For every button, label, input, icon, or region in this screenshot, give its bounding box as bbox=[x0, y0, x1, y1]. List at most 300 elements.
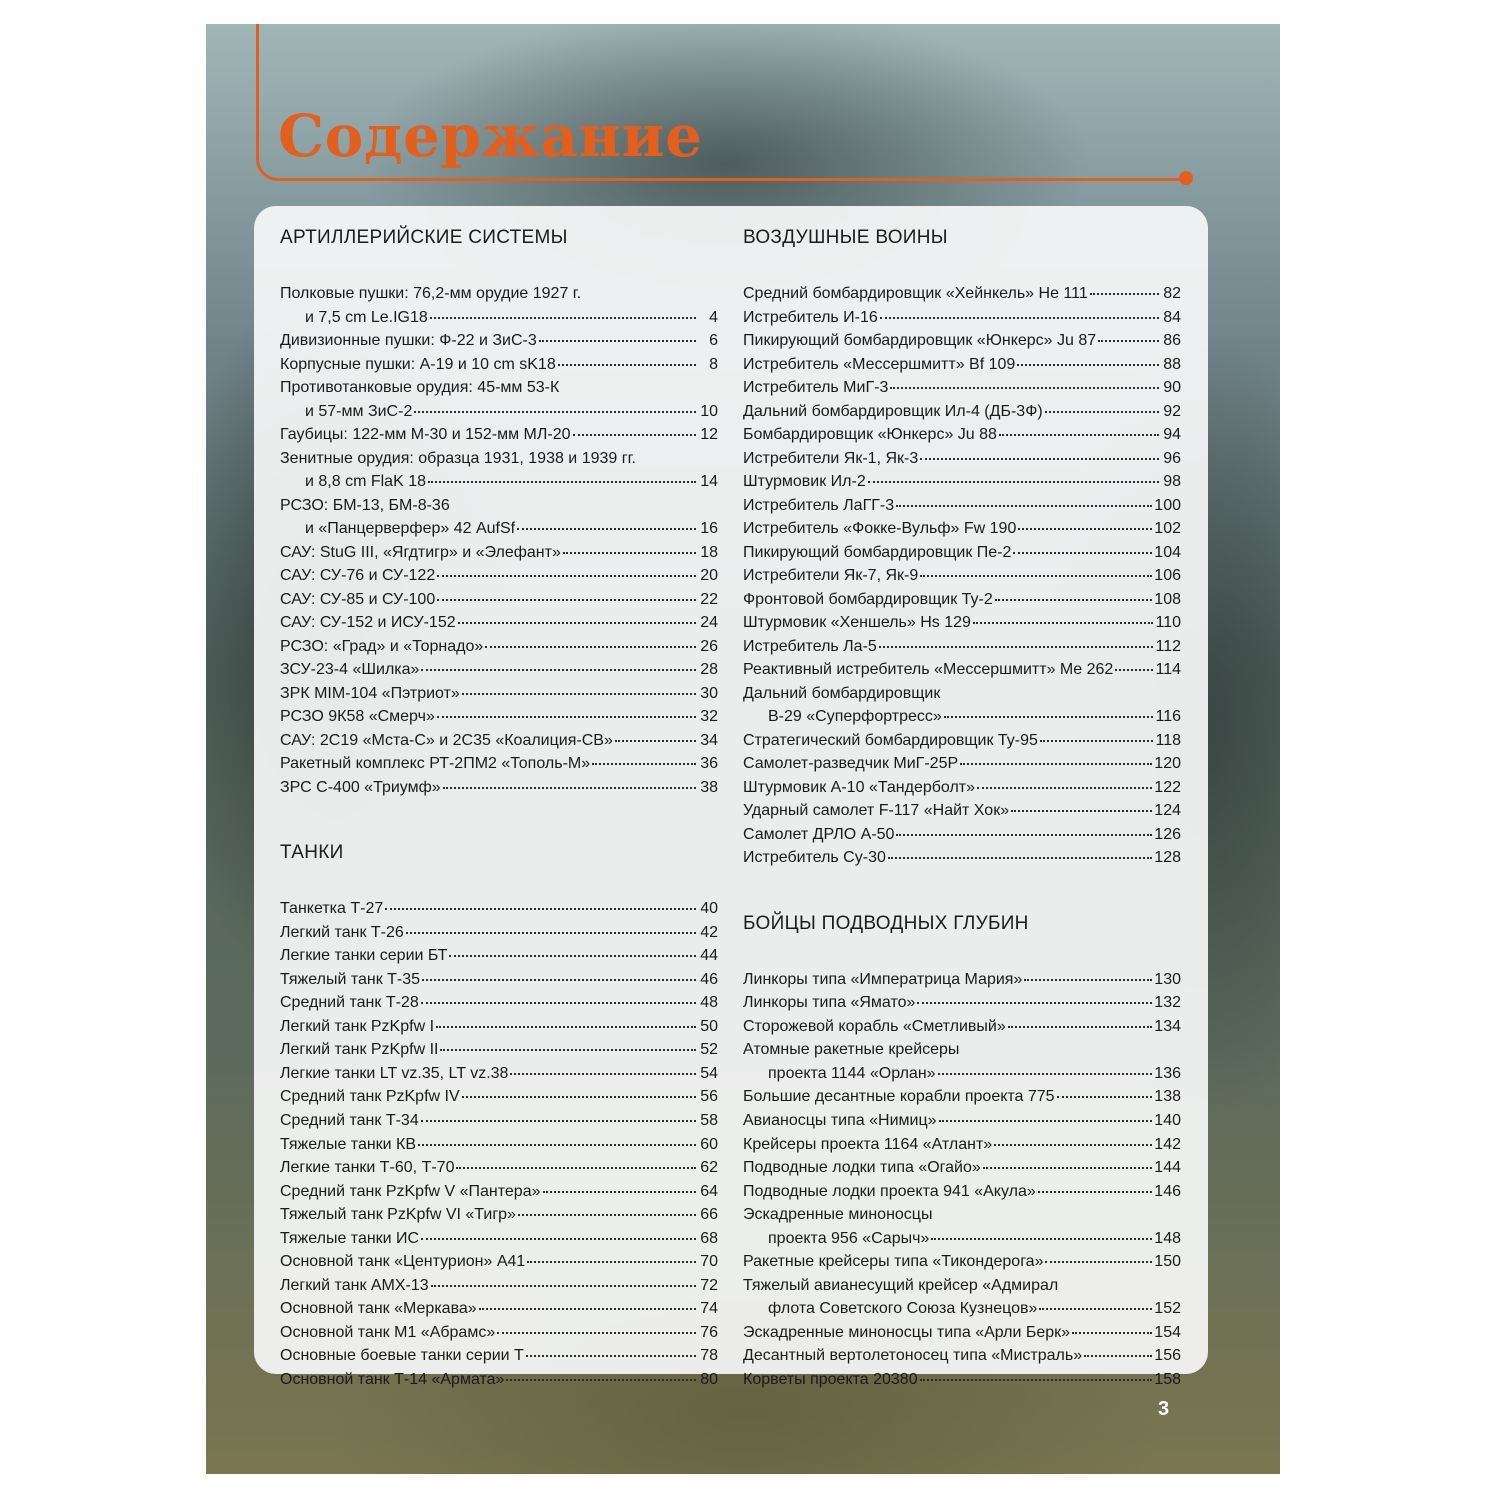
toc-entry-title: САУ: СУ-85 и СУ-100 bbox=[280, 590, 436, 608]
toc-entry bbox=[743, 1062, 1181, 1086]
toc-entry bbox=[743, 846, 1181, 870]
toc-entry-title: Тяжелые танки ИС bbox=[280, 1229, 420, 1247]
toc-entry bbox=[743, 799, 1181, 823]
toc-entry-title: Легкие танки LT vz.35, LT vz.38 bbox=[280, 1064, 509, 1082]
toc-entry bbox=[280, 541, 718, 565]
page-title: Содержание bbox=[278, 102, 703, 170]
toc-entry-page: 140 bbox=[1154, 1111, 1181, 1129]
toc-entry-title: Легкие танки серии БТ bbox=[280, 947, 448, 965]
toc-entry-page: 72 bbox=[700, 1276, 718, 1294]
toc-entry-title: Штурмовик «Хеншель» Hs 129 bbox=[743, 614, 971, 632]
toc-entry-title: Эскадренные миноносцы типа «Арли Берк» bbox=[743, 1323, 1071, 1341]
toc-entry-page: 144 bbox=[1154, 1159, 1181, 1177]
toc-entry bbox=[743, 752, 1181, 776]
toc-entry bbox=[743, 705, 1181, 729]
toc-entry bbox=[743, 447, 1181, 471]
toc-entry-title: Самолет-разведчик МиГ-25Р bbox=[743, 755, 959, 773]
toc-entry bbox=[280, 1250, 718, 1274]
toc-entry-title: Истребитель «Фокке-Вульф» Fw 190 bbox=[743, 520, 1017, 538]
toc-entry-page: 36 bbox=[700, 755, 718, 773]
toc-entry-page: 70 bbox=[700, 1253, 718, 1271]
toc-entry-title: Тяжелый авианесущий крейсер «Адмирал bbox=[743, 1276, 1059, 1294]
contents-panel bbox=[254, 206, 1208, 1388]
toc-entry bbox=[280, 705, 718, 729]
toc-entry-page: 156 bbox=[1154, 1347, 1181, 1365]
dot-leader bbox=[449, 954, 696, 957]
toc-entry bbox=[280, 752, 718, 776]
toc-entry-title: Зенитные орудия: образца 1931, 1938 и 1939 гг. bbox=[280, 449, 636, 467]
toc-entry bbox=[743, 968, 1181, 992]
toc-entry-page: 16 bbox=[700, 520, 718, 538]
toc-entry-title: Пикирующий бомбардировщик «Юнкерс» Ju 87 bbox=[743, 332, 1097, 350]
toc-entry-page: 12 bbox=[700, 426, 718, 444]
toc-entry bbox=[280, 776, 718, 800]
toc-entry-title: РСЗО 9К58 «Смерч» bbox=[280, 708, 435, 726]
toc-entry-title: и 7,5 cm Le.IG18 bbox=[305, 308, 428, 326]
toc-entry bbox=[743, 823, 1181, 847]
toc-entry bbox=[280, 564, 718, 588]
toc-entry-page: 118 bbox=[1155, 731, 1181, 749]
toc-entry-title: Подводные лодки типа «Огайо» bbox=[743, 1159, 981, 1177]
toc-entry bbox=[280, 1321, 718, 1345]
toc-entry-page: 116 bbox=[1155, 708, 1181, 726]
dot-leader bbox=[879, 645, 1154, 648]
toc-entry-page: 120 bbox=[1154, 755, 1181, 773]
toc-entry-page: 146 bbox=[1154, 1182, 1181, 1200]
toc-entry-title: Ударный самолет F-117 «Найт Хок» bbox=[743, 802, 1010, 820]
toc-entry-title: Средний танк PzKpfw V «Пантера» bbox=[280, 1182, 541, 1200]
toc-entry bbox=[280, 921, 718, 945]
toc-entry-page: 74 bbox=[700, 1300, 718, 1318]
section-title-tanks: ТАНКИ bbox=[280, 842, 344, 864]
toc-entry bbox=[743, 658, 1181, 682]
dot-leader bbox=[421, 668, 696, 671]
toc-entry bbox=[280, 400, 718, 424]
dot-leader bbox=[977, 786, 1152, 789]
toc-entry bbox=[280, 1203, 718, 1227]
toc-entry bbox=[280, 329, 718, 353]
toc-entry-page: 142 bbox=[1154, 1135, 1181, 1153]
toc-entry-title: Штурмовик А-10 «Тандерболт» bbox=[743, 778, 976, 796]
toc-entry-title: Фронтовой бомбардировщик Ту-2 bbox=[743, 590, 993, 608]
toc-entry bbox=[743, 423, 1181, 447]
toc-entry-page: 14 bbox=[700, 473, 718, 491]
toc-entry bbox=[743, 991, 1181, 1015]
dot-leader bbox=[1098, 339, 1159, 342]
dot-leader bbox=[1090, 292, 1159, 295]
toc-entry bbox=[743, 1156, 1181, 1180]
section-title-air: ВОЗДУШНЫЕ ВОИНЫ bbox=[743, 227, 948, 248]
toc-entry bbox=[743, 1015, 1181, 1039]
toc-entry bbox=[280, 1109, 718, 1133]
toc-entry-page: 22 bbox=[700, 590, 718, 608]
toc-entry-title: САУ: StuG III, «Ягдтигр» и «Элефант» bbox=[280, 543, 561, 561]
toc-entry-page: 84 bbox=[1163, 308, 1181, 326]
dot-leader bbox=[1008, 1025, 1153, 1028]
toc-entry-page: 24 bbox=[700, 614, 718, 632]
toc-entry bbox=[280, 968, 718, 992]
toc-entry bbox=[743, 494, 1181, 518]
dot-leader bbox=[443, 786, 696, 789]
toc-entry-page: 96 bbox=[1163, 449, 1181, 467]
dot-leader bbox=[430, 316, 696, 319]
toc-entry-page: 38 bbox=[700, 778, 718, 796]
dot-leader bbox=[421, 1001, 696, 1004]
toc-entry-title: Корветы проекта 20380 bbox=[743, 1370, 918, 1388]
toc-entry-title: Атомные ракетные крейсеры bbox=[743, 1041, 960, 1059]
dot-leader bbox=[1045, 1260, 1152, 1263]
dot-leader bbox=[1039, 1307, 1152, 1310]
toc-entry-page: 88 bbox=[1163, 355, 1181, 373]
toc-entry bbox=[743, 306, 1181, 330]
dot-leader bbox=[1084, 1354, 1152, 1357]
toc-entry-page: 150 bbox=[1154, 1253, 1181, 1271]
toc-entry bbox=[280, 682, 718, 706]
toc-entry-title: Истребители Як-1, Як-3 bbox=[743, 449, 919, 467]
toc-entry-page: 64 bbox=[700, 1182, 718, 1200]
dot-leader bbox=[406, 931, 696, 934]
toc-entry-page: 136 bbox=[1154, 1064, 1181, 1082]
toc-entry-title: и 8,8 cm FlaK 18 bbox=[305, 473, 426, 491]
dot-leader bbox=[1045, 410, 1159, 413]
toc-entry bbox=[280, 1015, 718, 1039]
toc-entry-page: 56 bbox=[700, 1088, 718, 1106]
toc-entry-title: Средний бомбардировщик «Хейнкель» He 111 bbox=[743, 285, 1088, 302]
toc-entry-page: 122 bbox=[1154, 778, 1181, 796]
toc-entry-page: 32 bbox=[700, 708, 718, 726]
toc-entry-title: Танкетка Т-27 bbox=[280, 900, 384, 918]
dot-leader bbox=[421, 1237, 696, 1240]
toc-entry-title: Десантный вертолетоносец типа «Мистраль» bbox=[743, 1347, 1083, 1365]
toc-entry-title: Средний танк Т-34 bbox=[280, 1111, 419, 1129]
toc-entry-title: Корпусные пушки: А-19 и 10 cm sK18 bbox=[280, 355, 556, 373]
toc-entry-page: 78 bbox=[700, 1347, 718, 1365]
dot-leader bbox=[385, 907, 696, 910]
toc-entry-title: Легкие танки Т-60, Т-70 bbox=[280, 1159, 455, 1177]
dot-leader bbox=[414, 410, 696, 413]
toc-entry bbox=[743, 776, 1181, 800]
toc-entry bbox=[280, 1038, 718, 1062]
dot-leader bbox=[994, 1143, 1152, 1146]
toc-entry-title: Линкоры типа «Ямато» bbox=[743, 994, 916, 1012]
toc-entry-title: ЗРС С-400 «Триумф» bbox=[280, 778, 441, 796]
toc-entry-page: 98 bbox=[1163, 473, 1181, 491]
toc-entry-page: 126 bbox=[1154, 825, 1181, 843]
toc-entry-page: 108 bbox=[1154, 590, 1181, 608]
toc-entry-title: Дальний бомбардировщик bbox=[743, 684, 941, 702]
toc-entry-title: Полковые пушки: 76,2-мм орудие 1927 г. bbox=[280, 285, 582, 302]
toc-entry bbox=[280, 991, 718, 1015]
toc-entry-page: 134 bbox=[1154, 1017, 1181, 1035]
toc-entry-page: 76 bbox=[700, 1323, 718, 1341]
toc-entry-page: 34 bbox=[700, 731, 718, 749]
toc-entry-page: 100 bbox=[1154, 496, 1181, 514]
toc-entry bbox=[280, 306, 718, 330]
toc-entry bbox=[280, 1085, 718, 1109]
toc-entry-title: проекта 1144 «Орлан» bbox=[768, 1064, 936, 1082]
dot-leader bbox=[944, 715, 1154, 718]
toc-entry bbox=[743, 1133, 1181, 1157]
dot-leader bbox=[543, 1190, 697, 1193]
dot-leader bbox=[1040, 739, 1154, 742]
toc-entry-title: Средний танк Т-28 bbox=[280, 994, 419, 1012]
toc-entry-page: 42 bbox=[700, 923, 718, 941]
dot-leader bbox=[526, 1354, 696, 1357]
dot-leader bbox=[896, 833, 1152, 836]
dot-leader bbox=[1038, 1190, 1153, 1193]
toc-entry bbox=[280, 423, 718, 447]
toc-entry-title: Истребитель «Мессершмитт» Bf 109 bbox=[743, 355, 1016, 373]
toc-entry bbox=[280, 1180, 718, 1204]
dot-leader bbox=[563, 551, 696, 554]
toc-entry-title: Легкий танк PzKpfw II bbox=[280, 1041, 439, 1059]
dot-leader bbox=[485, 645, 696, 648]
toc-entry-title: Истребитель Ла-5 bbox=[743, 637, 877, 655]
toc-entry bbox=[280, 611, 718, 635]
toc-entry bbox=[280, 635, 718, 659]
toc-entry-page: 158 bbox=[1154, 1370, 1181, 1388]
toc-entry bbox=[280, 897, 718, 921]
toc-entry-title: Тяжелый танк Т-35 bbox=[280, 970, 421, 988]
toc-entry bbox=[743, 729, 1181, 753]
toc-entry-title: Противотанковые орудия: 45-мм 53-К bbox=[280, 379, 560, 397]
toc-entry bbox=[280, 658, 718, 682]
tanks-entries bbox=[280, 897, 718, 1391]
dot-leader bbox=[418, 1143, 696, 1146]
toc-entry bbox=[280, 1274, 718, 1298]
toc-entry-title: Легкий танк Т-26 bbox=[280, 923, 404, 941]
toc-entry-page: 152 bbox=[1154, 1300, 1181, 1318]
toc-entry-page: 148 bbox=[1154, 1229, 1181, 1247]
toc-entry-page: 86 bbox=[1163, 332, 1181, 350]
toc-entry-title: Эскадренные миноносцы bbox=[743, 1206, 933, 1224]
dot-leader bbox=[920, 1378, 1153, 1381]
toc-entry-page: 40 bbox=[700, 900, 718, 918]
toc-entry-page: 114 bbox=[1155, 661, 1181, 679]
toc-entry-page: 6 bbox=[709, 332, 718, 350]
toc-entry bbox=[743, 1250, 1181, 1274]
toc-entry bbox=[743, 470, 1181, 494]
toc-entry-page: 68 bbox=[700, 1229, 718, 1247]
toc-entry-title: Средний танк PzKpfw IV bbox=[280, 1088, 460, 1106]
toc-entry bbox=[280, 1062, 718, 1086]
dot-leader bbox=[462, 1095, 696, 1098]
dot-leader bbox=[615, 739, 696, 742]
dot-leader bbox=[506, 1378, 696, 1381]
toc-entry-title: Реактивный истребитель «Мессершмитт» Me 262 bbox=[743, 661, 1114, 679]
toc-entry-page: 4 bbox=[709, 308, 718, 326]
toc-entry-page: 132 bbox=[1154, 994, 1181, 1012]
dot-leader bbox=[573, 433, 697, 436]
toc-entry-page: 30 bbox=[700, 684, 718, 702]
dot-leader bbox=[896, 504, 1152, 507]
toc-entry bbox=[743, 1227, 1181, 1251]
toc-entry-title: Истребитель И-16 bbox=[743, 308, 878, 326]
toc-entry bbox=[743, 353, 1181, 377]
dot-leader bbox=[868, 480, 1159, 483]
naval-entries bbox=[743, 968, 1181, 1391]
toc-entry-title: Бомбардировщик «Юнкерс» Ju 88 bbox=[743, 426, 997, 444]
toc-entry-title: Ракетный комплекс РТ-2ПМ2 «Тополь-М» bbox=[280, 755, 591, 773]
air-entries bbox=[743, 282, 1181, 870]
dot-leader bbox=[518, 1213, 696, 1216]
toc-entry bbox=[743, 1321, 1181, 1345]
toc-entry bbox=[743, 1085, 1181, 1109]
toc-entry bbox=[280, 517, 718, 541]
toc-entry bbox=[743, 611, 1181, 635]
dot-leader bbox=[1024, 978, 1152, 981]
dot-leader bbox=[462, 692, 696, 695]
toc-entry-page: 48 bbox=[700, 994, 718, 1012]
toc-entry-title: Крейсеры проекта 1164 «Атлант» bbox=[743, 1135, 993, 1153]
dot-leader bbox=[527, 1260, 696, 1263]
toc-entry-page: 124 bbox=[1154, 802, 1181, 820]
toc-entry bbox=[280, 1133, 718, 1157]
dot-leader bbox=[479, 1307, 696, 1310]
left-column bbox=[280, 224, 718, 1391]
toc-entry-page: 52 bbox=[700, 1041, 718, 1059]
dot-leader bbox=[960, 762, 1152, 765]
dot-leader bbox=[440, 1048, 696, 1051]
toc-entry bbox=[280, 282, 718, 306]
toc-entry-title: Стратегический бомбардировщик Ту-95 bbox=[743, 731, 1038, 749]
dot-leader bbox=[437, 715, 696, 718]
toc-entry-page: 90 bbox=[1163, 379, 1181, 397]
toc-entry-title: Тяжелый танк PzKpfw VI «Тигр» bbox=[280, 1206, 516, 1224]
toc-entry-title: Гаубицы: 122-мм М-30 и 152-мм МЛ-20 bbox=[280, 426, 571, 444]
dot-leader bbox=[920, 457, 1159, 460]
toc-entry-page: 54 bbox=[700, 1064, 718, 1082]
dot-leader bbox=[456, 1166, 696, 1169]
toc-entry-title: Истребитель МиГ-3 bbox=[743, 379, 889, 397]
dot-leader bbox=[422, 978, 696, 981]
toc-entry-page: 46 bbox=[700, 970, 718, 988]
dot-leader bbox=[880, 316, 1159, 319]
toc-entry bbox=[743, 682, 1181, 706]
dot-leader bbox=[428, 480, 696, 483]
toc-entry-page: 44 bbox=[700, 947, 718, 965]
dot-leader bbox=[1072, 1331, 1152, 1334]
toc-entry-title: Тяжелые танки КВ bbox=[280, 1135, 417, 1153]
toc-entry-page: 18 bbox=[700, 543, 718, 561]
toc-entry-title: Подводные лодки проекта 941 «Акула» bbox=[743, 1182, 1036, 1200]
toc-entry bbox=[280, 1297, 718, 1321]
toc-entry-title: САУ: СУ-76 и СУ-122 bbox=[280, 567, 436, 585]
toc-entry-page: 20 bbox=[700, 567, 718, 585]
dot-leader bbox=[436, 1025, 696, 1028]
dot-leader bbox=[1017, 363, 1159, 366]
dot-leader bbox=[1057, 1095, 1153, 1098]
toc-entry bbox=[280, 470, 718, 494]
toc-entry-title: РСЗО: БМ-13, БМ-8-36 bbox=[280, 496, 450, 514]
toc-entry-title: Истребитель ЛаГГ-3 bbox=[743, 496, 895, 514]
page-number: 3 bbox=[1158, 1398, 1170, 1420]
toc-entry bbox=[743, 564, 1181, 588]
toc-entry-title: Основные боевые танки серии Т bbox=[280, 1347, 524, 1365]
toc-entry-title: Штурмовик Ил-2 bbox=[743, 473, 866, 491]
dot-leader bbox=[431, 1284, 696, 1287]
dot-leader bbox=[931, 1237, 1152, 1240]
dot-leader bbox=[558, 363, 696, 366]
dot-leader bbox=[539, 339, 696, 342]
toc-entry bbox=[280, 729, 718, 753]
toc-entry bbox=[280, 1344, 718, 1368]
page-background bbox=[206, 24, 1280, 1474]
dot-leader bbox=[983, 1166, 1153, 1169]
toc-entry-page: 92 bbox=[1163, 402, 1181, 420]
toc-entry-page: 110 bbox=[1155, 614, 1181, 632]
toc-entry-title: Основной танк Т-14 «Армата» bbox=[280, 1370, 505, 1388]
toc-entry-page: 154 bbox=[1154, 1323, 1181, 1341]
toc-entry-title: Линкоры типа «Императрица Мария» bbox=[743, 970, 1023, 988]
toc-entry bbox=[743, 1203, 1181, 1227]
toc-entry-title: флота Советского Союза Кузнецов» bbox=[768, 1300, 1038, 1318]
dot-leader bbox=[421, 1119, 696, 1122]
toc-entry-title: Основной танк М1 «Абрамс» bbox=[280, 1323, 496, 1341]
toc-entry bbox=[743, 1344, 1181, 1368]
dot-leader bbox=[917, 1001, 1152, 1004]
dot-leader bbox=[437, 598, 696, 601]
toc-entry-title: ЗСУ-23-4 «Шилка» bbox=[280, 661, 420, 679]
toc-entry-page: 138 bbox=[1154, 1088, 1181, 1106]
dot-leader bbox=[1018, 527, 1152, 530]
toc-entry-title: B-29 «Суперфортресс» bbox=[768, 708, 942, 726]
toc-entry-title: Дальний бомбардировщик Ил-4 (ДБ-3Ф) bbox=[743, 402, 1043, 420]
dot-leader bbox=[1011, 809, 1152, 812]
dot-leader bbox=[939, 1119, 1153, 1122]
toc-entry-page: 112 bbox=[1155, 637, 1181, 655]
toc-entry bbox=[743, 1038, 1181, 1062]
toc-entry-title: Основной танк «Меркава» bbox=[280, 1300, 477, 1318]
toc-entry-title: и 57-мм ЗиС-2 bbox=[305, 402, 413, 420]
toc-entry bbox=[743, 1180, 1181, 1204]
dot-leader bbox=[437, 574, 696, 577]
toc-entry-title: Основной танк «Центурион» А41 bbox=[280, 1253, 526, 1271]
dot-leader bbox=[938, 1072, 1153, 1075]
dot-leader bbox=[999, 433, 1159, 436]
toc-entry-title: Сторожевой корабль «Сметливый» bbox=[743, 1017, 1006, 1035]
toc-entry-title: Большие десантные корабли проекта 775 bbox=[743, 1088, 1055, 1106]
toc-entry-page: 94 bbox=[1163, 426, 1181, 444]
toc-entry-title: Ракетные крейсеры типа «Тикондерога» bbox=[743, 1253, 1044, 1271]
toc-entry bbox=[280, 1368, 718, 1392]
section-title-naval: БОЙЦЫ ПОДВОДНЫХ ГЛУБИН bbox=[743, 912, 1029, 934]
dot-leader bbox=[973, 621, 1154, 624]
toc-entry-page: 50 bbox=[700, 1017, 718, 1035]
dot-leader bbox=[995, 598, 1153, 601]
toc-entry-page: 58 bbox=[700, 1111, 718, 1129]
toc-entry-page: 106 bbox=[1154, 567, 1181, 585]
dot-leader bbox=[517, 527, 696, 530]
toc-entry bbox=[280, 944, 718, 968]
toc-entry-page: 102 bbox=[1154, 520, 1181, 538]
toc-entry-page: 66 bbox=[700, 1206, 718, 1224]
toc-entry bbox=[280, 1156, 718, 1180]
toc-entry-page: 8 bbox=[709, 355, 718, 373]
toc-entry-title: Дивизионные пушки: Ф-22 и ЗиС-3 bbox=[280, 332, 537, 350]
toc-entry-title: проекта 956 «Сарыч» bbox=[768, 1229, 930, 1247]
toc-entry-page: 130 bbox=[1154, 970, 1181, 988]
toc-entry-page: 10 bbox=[700, 402, 718, 420]
dot-leader bbox=[497, 1331, 696, 1334]
right-column bbox=[743, 224, 1181, 1391]
dot-leader bbox=[920, 574, 1152, 577]
artillery-entries bbox=[280, 282, 718, 799]
toc-entry-page: 28 bbox=[700, 661, 718, 679]
dot-leader bbox=[1013, 551, 1152, 554]
toc-entry-title: Пикирующий бомбардировщик Пе-2 bbox=[743, 543, 1012, 561]
toc-entry bbox=[743, 1368, 1181, 1392]
